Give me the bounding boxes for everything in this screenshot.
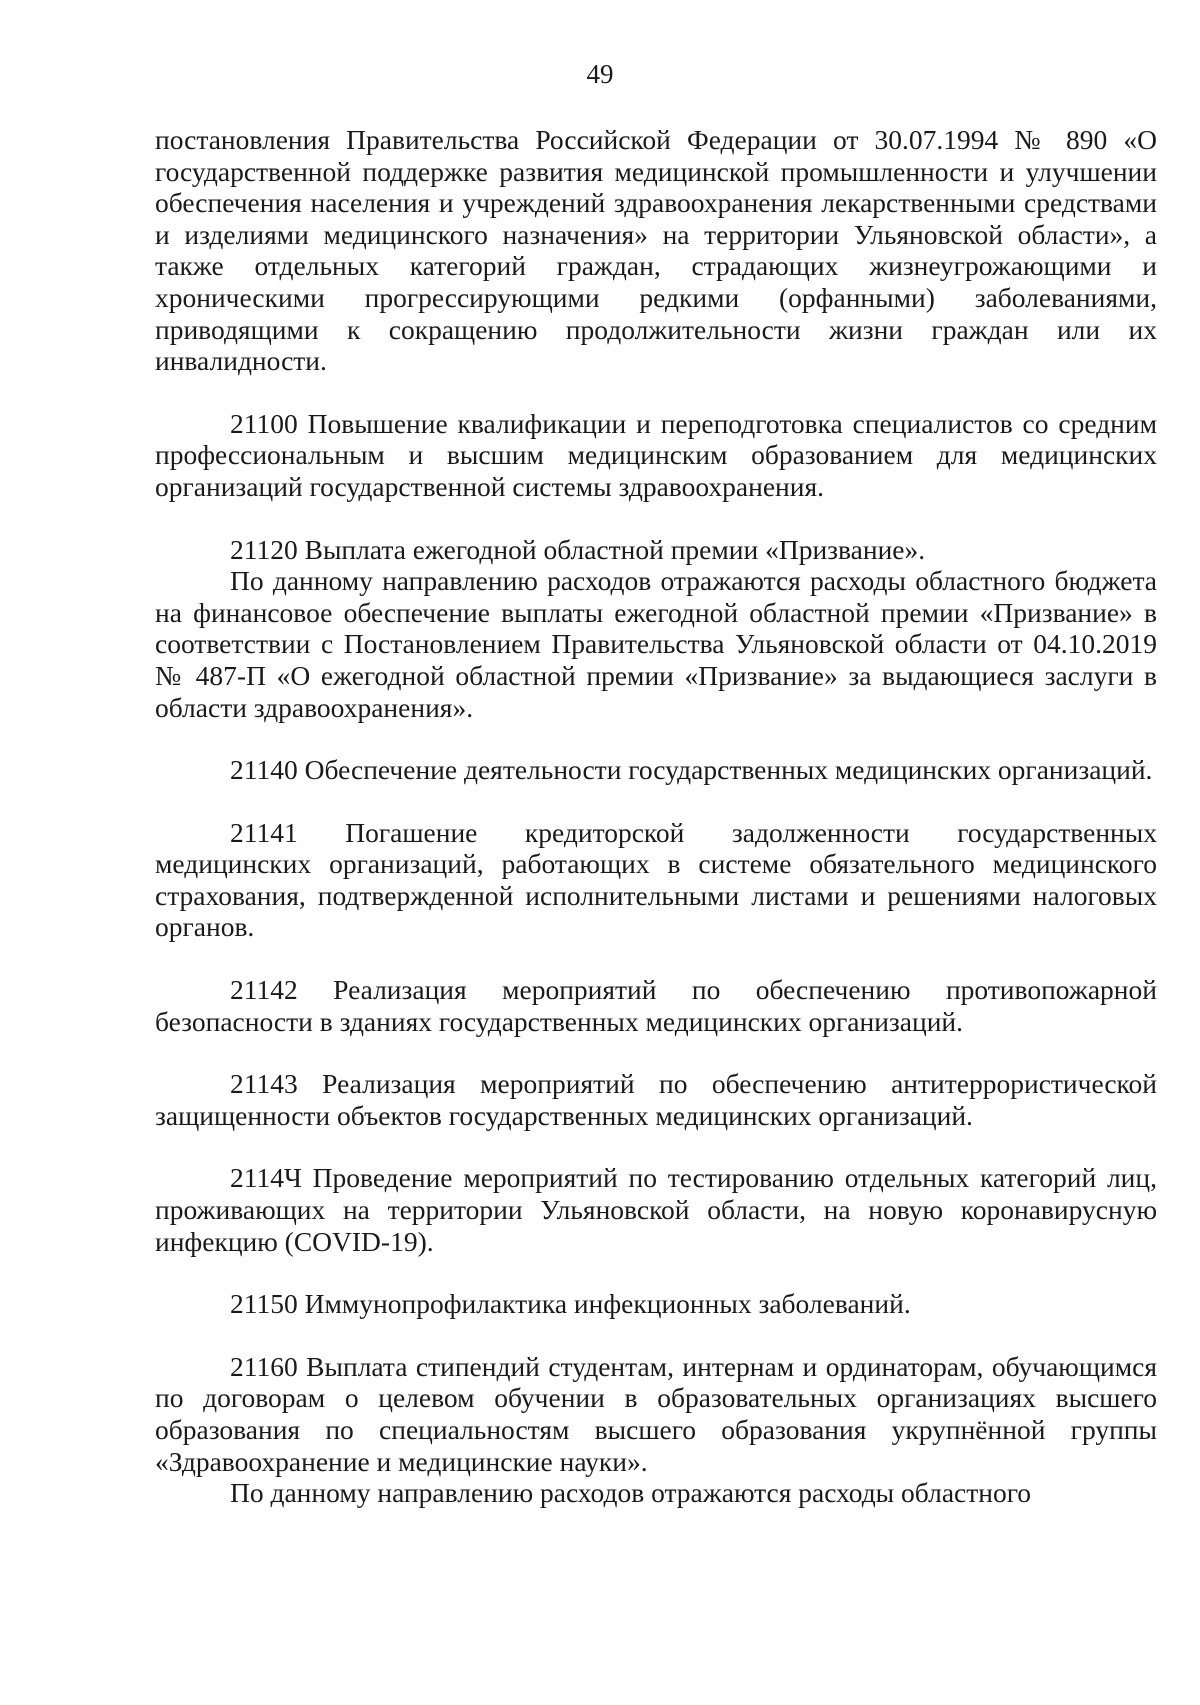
paragraph-item-21150: 21150 Иммунопрофилактика инфекционных заболеваний. <box>230 1288 911 1320</box>
paragraph-item-21100: 21100 Повышение квалификации и переподготовка специалистов со средним профессиональным и высшим медицинским образованием для медицинских организаций государственной системы здравоохранения. <box>155 407 1157 502</box>
paragraph-item-21142: 21142 Реализация мероприятий по обеспечению противопожарной безопасности в зданиях государственных медицинских организаций. <box>155 974 1157 1037</box>
paragraph-item-21141: 21141 Погашение кредиторской задолженности государственных медицинских организаций, работающих в системе обязательного медицинского страхования, подтвержденной исполнительными листами и решениями налоговых органов. <box>155 816 1157 943</box>
paragraph-item-21140: 21140 Обеспечение деятельности государственных медицинских организаций. <box>230 754 1153 786</box>
paragraph-item-21120: 21120 Выплата ежегодной областной премии «Призвание». <box>230 533 926 565</box>
paragraph-continuation: постановления Правительства Российской Федерации от 30.07.1994 № 890 «О государственной поддержке развития медицинской промышленности и улучшении обеспечения населения и учреждений здравоохранения лекарственными средствами и изделиями медицинского назначения» на территории Ульяновской области», а также отдельных категорий граждан, страдающих жизнеугрожающими и хроническими прогрессирующими редкими (орфанными) заболеваниями, приводящими к сокращению продолжительности жизни граждан или их инвалидности. <box>155 124 1157 377</box>
document-body <box>155 124 1157 1509</box>
page-number: 49 <box>586 59 614 89</box>
paragraph-item-2114ch: 2114Ч Проведение мероприятий по тестированию отдельных категорий лиц, проживающих на территории Ульяновской области, на новую коронавирусную инфекцию (COVID-19). <box>155 1162 1157 1257</box>
paragraph-item-21160: 21160 Выплата стипендий студентам, интернам и ординаторам, обучающимся по договорам о целевом обучении в образовательных организациях высшего образования по специальностям высшего образования укрупнённой группы «Здравоохранение и медицинские науки». <box>155 1350 1157 1477</box>
paragraph-item-21120-description: По данному направлению расходов отражаются расходы областного бюджета на финансовое обеспечение выплаты ежегодной областной премии «Призвание» в соответствии с Постановлением Правительства Ульяновской области от 04.10.2019 № 487-П «О ежегодной областной премии «Призвание» за выдающиеся заслуги в области здравоохранения». <box>155 565 1157 723</box>
paragraph-item-21160-description: По данному направлению расходов отражаются расходы областного <box>230 1477 1032 1509</box>
paragraph-item-21143: 21143 Реализация мероприятий по обеспечению антитеррористической защищенности объектов государственных медицинских организаций. <box>155 1068 1157 1131</box>
